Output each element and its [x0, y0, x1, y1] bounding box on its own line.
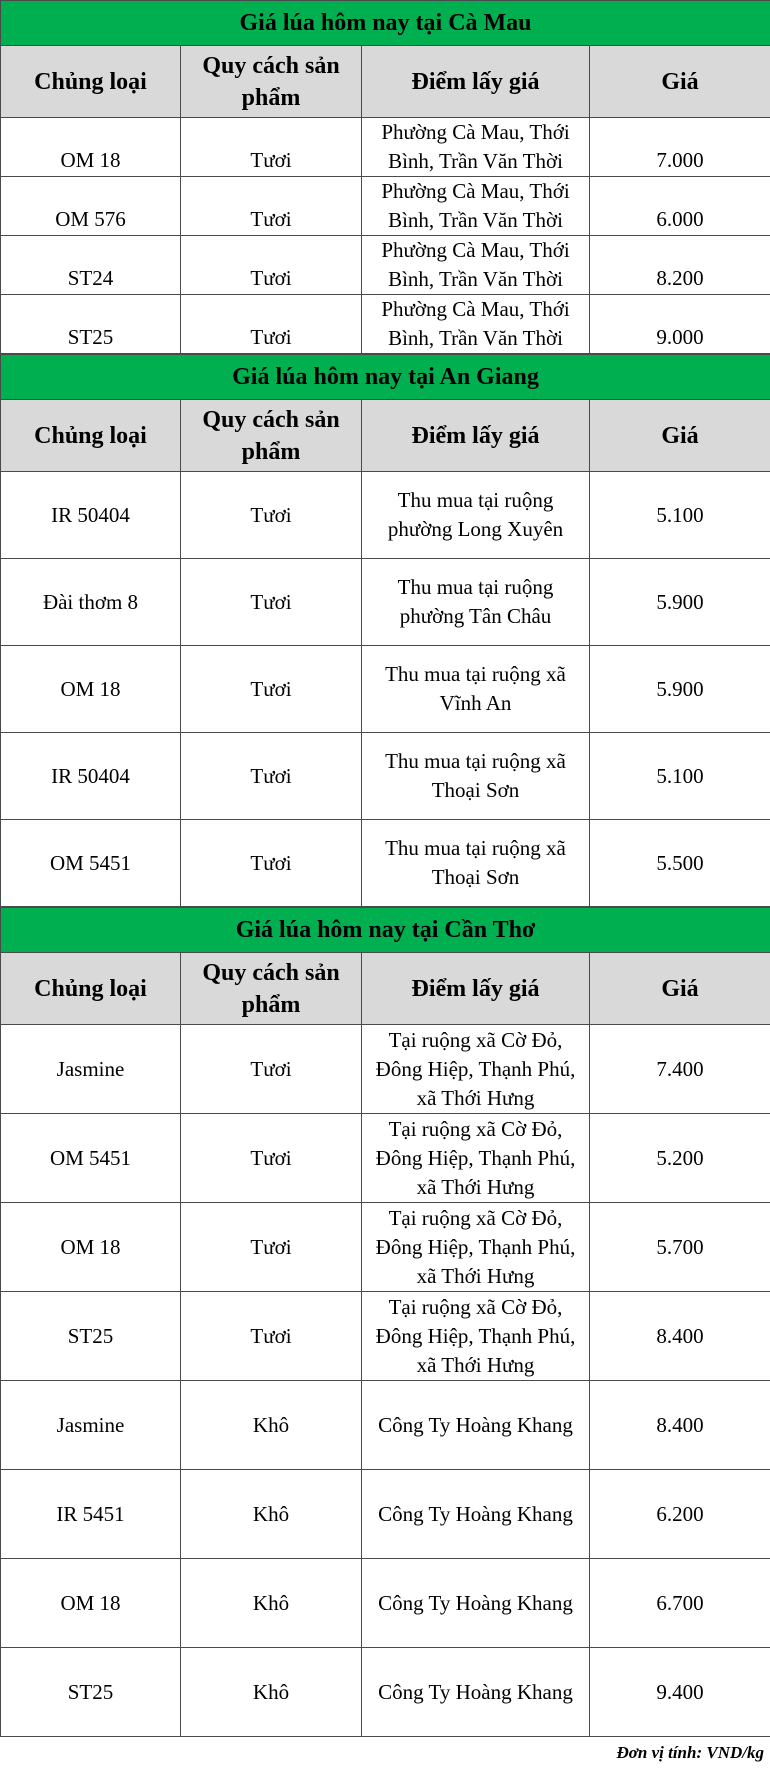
header-row: [1, 46, 770, 118]
location-cell: Công Ty Hoàng Khang: [362, 1559, 590, 1648]
spec-cell: Tươi: [181, 236, 362, 295]
price-cell: 9.000: [590, 295, 770, 354]
header-row: [1, 953, 770, 1025]
category-cell: OM 5451: [1, 820, 181, 907]
table-row: [1, 1203, 770, 1292]
spec-cell: Tươi: [181, 118, 362, 177]
header-spec: Quy cách sản phẩm: [181, 953, 362, 1025]
price-cell: 9.400: [590, 1648, 770, 1737]
category-cell: ST25: [1, 1648, 181, 1737]
location-cell: Phường Cà Mau, Thới Bình, Trần Văn Thời: [362, 118, 590, 177]
price-cell: 5.200: [590, 1114, 770, 1203]
spec-cell: Tươi: [181, 1114, 362, 1203]
price-cell: 6.200: [590, 1470, 770, 1559]
category-cell: ST25: [1, 295, 181, 354]
location-cell: Thu mua tại ruộng xã Thoại Sơn: [362, 820, 590, 907]
spec-cell: Tươi: [181, 646, 362, 733]
location-cell: Tại ruộng xã Cờ Đỏ, Đông Hiệp, Thạnh Phú, xã Thới Hưng: [362, 1025, 590, 1114]
spec-cell: Tươi: [181, 1292, 362, 1381]
header-spec: Quy cách sản phẩm: [181, 46, 362, 118]
location-cell: Phường Cà Mau, Thới Bình, Trần Văn Thời: [362, 177, 590, 236]
header-price: Giá: [590, 953, 770, 1025]
price-cell: 5.900: [590, 559, 770, 646]
table-row: [1, 295, 770, 354]
table-row: [1, 820, 770, 907]
table-row: [1, 1470, 770, 1559]
category-cell: OM 576: [1, 177, 181, 236]
location-cell: Thu mua tại ruộng phường Long Xuyên: [362, 472, 590, 559]
location-cell: Thu mua tại ruộng xã Vĩnh An: [362, 646, 590, 733]
table-row: [1, 1292, 770, 1381]
spec-cell: Tươi: [181, 1203, 362, 1292]
category-cell: IR 50404: [1, 733, 181, 820]
price-cell: 8.200: [590, 236, 770, 295]
price-cell: 7.000: [590, 118, 770, 177]
spec-cell: Khô: [181, 1381, 362, 1470]
spec-cell: Tươi: [181, 559, 362, 646]
category-cell: OM 18: [1, 646, 181, 733]
price-cell: 6.700: [590, 1559, 770, 1648]
location-cell: Phường Cà Mau, Thới Bình, Trần Văn Thời: [362, 295, 590, 354]
spec-cell: Tươi: [181, 295, 362, 354]
category-cell: Jasmine: [1, 1025, 181, 1114]
table-row: [1, 118, 770, 177]
spec-cell: Tươi: [181, 733, 362, 820]
table-row: [1, 236, 770, 295]
header-category: Chủng loại: [1, 46, 181, 118]
header-category: Chủng loại: [1, 400, 181, 472]
price-cell: 5.900: [590, 646, 770, 733]
spec-cell: Khô: [181, 1648, 362, 1737]
table-row: [1, 559, 770, 646]
table-row: [1, 1025, 770, 1114]
location-cell: Thu mua tại ruộng phường Tân Châu: [362, 559, 590, 646]
header-category: Chủng loại: [1, 953, 181, 1025]
spec-cell: Khô: [181, 1470, 362, 1559]
table-row: [1, 1381, 770, 1470]
table-row: [1, 1648, 770, 1737]
table-row: [1, 733, 770, 820]
price-cell: 7.400: [590, 1025, 770, 1114]
location-cell: Tại ruộng xã Cờ Đỏ, Đông Hiệp, Thạnh Phú, xã Thới Hưng: [362, 1203, 590, 1292]
location-cell: Tại ruộng xã Cờ Đỏ, Đông Hiệp, Thạnh Phú, xã Thới Hưng: [362, 1114, 590, 1203]
section-title: Giá lúa hôm nay tại An Giang: [1, 355, 770, 400]
price-cell: 5.100: [590, 733, 770, 820]
location-cell: Công Ty Hoàng Khang: [362, 1648, 590, 1737]
price-table-can-tho: [0, 907, 770, 1737]
spec-cell: Tươi: [181, 472, 362, 559]
price-cell: 8.400: [590, 1292, 770, 1381]
header-spec: Quy cách sản phẩm: [181, 400, 362, 472]
table-row: [1, 1559, 770, 1648]
table-row: [1, 646, 770, 733]
category-cell: OM 18: [1, 118, 181, 177]
price-cell: 5.500: [590, 820, 770, 907]
category-cell: IR 5451: [1, 1470, 181, 1559]
category-cell: OM 18: [1, 1203, 181, 1292]
header-location: Điểm lấy giá: [362, 46, 590, 118]
price-table-an-giang: [0, 354, 770, 907]
category-cell: OM 18: [1, 1559, 181, 1648]
category-cell: Jasmine: [1, 1381, 181, 1470]
category-cell: IR 50404: [1, 472, 181, 559]
price-cell: 5.100: [590, 472, 770, 559]
spec-cell: Khô: [181, 1559, 362, 1648]
location-cell: Tại ruộng xã Cờ Đỏ, Đông Hiệp, Thạnh Phú, xã Thới Hưng: [362, 1292, 590, 1381]
spec-cell: Tươi: [181, 820, 362, 907]
category-cell: OM 5451: [1, 1114, 181, 1203]
spec-cell: Tươi: [181, 177, 362, 236]
spec-cell: Tươi: [181, 1025, 362, 1114]
category-cell: ST24: [1, 236, 181, 295]
price-cell: 8.400: [590, 1381, 770, 1470]
location-cell: Công Ty Hoàng Khang: [362, 1470, 590, 1559]
location-cell: Công Ty Hoàng Khang: [362, 1381, 590, 1470]
price-table-ca-mau: [0, 0, 770, 354]
category-cell: Đài thơm 8: [1, 559, 181, 646]
section-title: Giá lúa hôm nay tại Cà Mau: [1, 1, 770, 46]
location-cell: Phường Cà Mau, Thới Bình, Trần Văn Thời: [362, 236, 590, 295]
header-price: Giá: [590, 46, 770, 118]
price-cell: 6.000: [590, 177, 770, 236]
price-cell: 5.700: [590, 1203, 770, 1292]
header-price: Giá: [590, 400, 770, 472]
table-row: [1, 177, 770, 236]
section-title: Giá lúa hôm nay tại Cần Thơ: [1, 908, 770, 953]
category-cell: ST25: [1, 1292, 181, 1381]
table-row: [1, 472, 770, 559]
table-row: [1, 1114, 770, 1203]
location-cell: Thu mua tại ruộng xã Thoại Sơn: [362, 733, 590, 820]
header-location: Điểm lấy giá: [362, 953, 590, 1025]
header-location: Điểm lấy giá: [362, 400, 590, 472]
unit-note: Đơn vị tính: VND/kg: [616, 1743, 764, 1762]
header-row: [1, 400, 770, 472]
